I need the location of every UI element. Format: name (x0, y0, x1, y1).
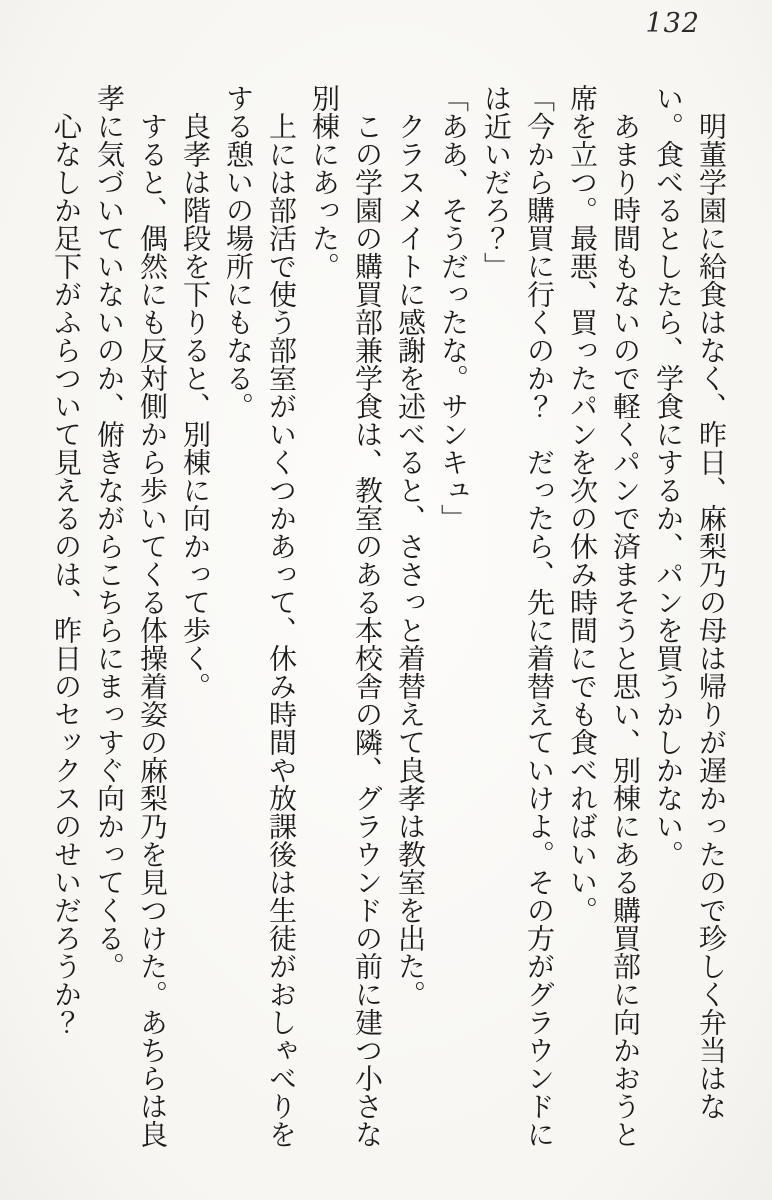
paragraph: 明董学園に給食はなく、昨日、麻梨乃の母は帰りが遅かったので珍しく弁当はない。食べるとしたら、学食にするか、パンを買うかしかない。 (652, 84, 728, 1120)
page-number: 132 (645, 8, 700, 39)
paragraph: 良孝は階段を下りると、別棟に向かって歩く。 (179, 84, 212, 700)
paragraph: 上には部活で使う部室がいくつかあって、休み時間や放課後は生徒がおしゃべりをする憩いの場所にもなる。 (222, 84, 298, 1148)
paragraph-dialogue: 「ああ、そうだったな。サンキュ」 (437, 84, 470, 532)
paragraph: すると、偶然にも反対側から歩いてくる体操着姿の麻梨乃を見つけた。あちらは良孝に気づいていないのか、俯きながらこちらにまっすぐ向かってくる。 (93, 84, 169, 1148)
paragraph: あまり時間もないので軽くパンで済まそうと思い、別棟にある購買部に向かおうと席を立つ。最悪、買ったパンを次の休み時間にでも食べればいい。 (566, 84, 642, 1148)
paragraph: 心なしか足下がふらついて見えるのは、昨日のセックスのせいだろうか？ (50, 84, 83, 1036)
paragraph: クラスメイトに感謝を述べると、ささっと着替えて良孝は教室を出た。 (394, 84, 427, 1008)
paragraph-dialogue: 「今から購買に行くのか？ だったら、先に着替えていけよ。その方がグラウンドには近いだろ？」 (480, 84, 556, 1148)
vertical-text-block (41, 84, 733, 1156)
paragraph: この学園の購買部兼学食は、教室のある本校舎の隣、グラウンドの前に建つ小さな別棟にあった。 (308, 84, 384, 1148)
